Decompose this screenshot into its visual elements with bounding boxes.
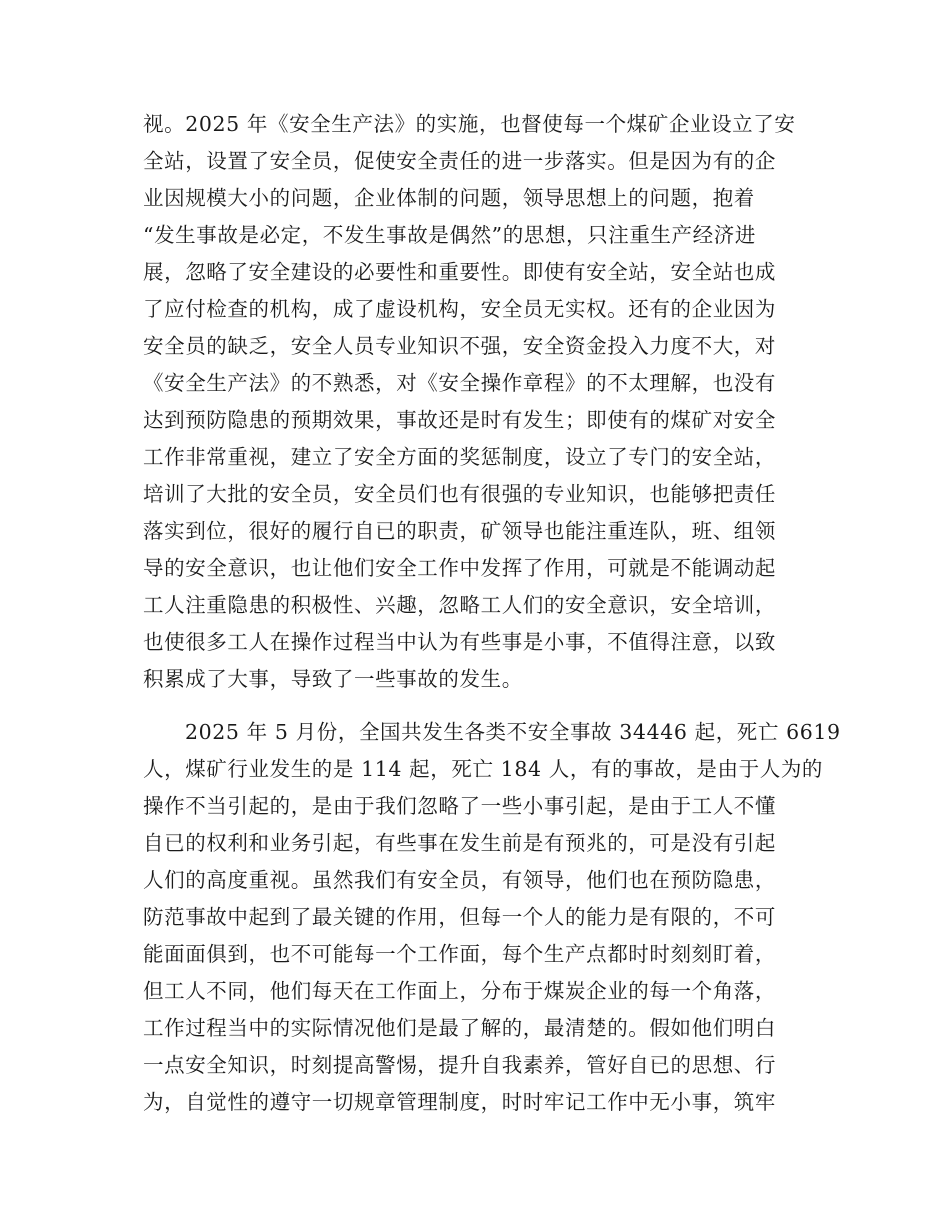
text-line: 操作不当引起的，是由于我们忽略了一些小事引起，是由于工人不懂 xyxy=(143,794,776,818)
text-line: 《安全生产法》的不熟悉，对《安全操作章程》的不太理解，也没有 xyxy=(143,371,776,395)
text-line: 一点安全知识，时刻提高警惕，提升自我素养，管好自已的思想、行 xyxy=(143,1053,776,1077)
text-line: 培训了大批的安全员，安全员们也有很强的专业知识，也能够把责任 xyxy=(143,482,776,506)
text-line: 达到预防隐患的预期效果，事故还是时有发生；即使有的煤矿对安全 xyxy=(143,408,776,432)
text-line: 自已的权利和业务引起，有些事在发生前是有预兆的，可是没有引起 xyxy=(143,831,776,855)
text-line: 业因规模大小的问题，企业体制的问题，领导思想上的问题，抱着 xyxy=(143,186,755,210)
text-line-first-indented: 2025 年 5 月份，全国共发生各类不安全事故 34446 起，死亡 6619 xyxy=(185,720,841,744)
text-line: 人们的高度重视。虽然我们有安全员，有领导，他们也在预防隐患， xyxy=(143,868,776,892)
text-line: 防范事故中起到了最关键的作用，但每一个人的能力是有限的，不可 xyxy=(143,905,776,929)
text-line: 也使很多工人在操作过程当中认为有些事是小事，不值得注意，以致 xyxy=(143,630,776,654)
text-line: 展，忽略了安全建设的必要性和重要性。即使有安全站，安全站也成 xyxy=(143,260,776,284)
text-line: 了应付检查的机构，成了虚设机构，安全员无实权。还有的企业因为 xyxy=(143,297,776,321)
paragraph-gap xyxy=(143,698,803,714)
text-line: 导的安全意识，也让他们安全工作中发挥了作用，可就是不能调动起 xyxy=(143,556,776,580)
text-line: 人，煤矿行业发生的是 114 起，死亡 184 人，有的事故，是由于人为的 xyxy=(143,757,824,781)
text-line: 工作非常重视，建立了安全方面的奖惩制度，设立了专门的安全站， xyxy=(143,445,776,469)
text-line: 能面面俱到，也不可能每一个工作面，每个生产点都时时刻刻盯着， xyxy=(143,942,776,966)
text-line: 工作过程当中的实际情况他们是最了解的，最清楚的。假如他们明白 xyxy=(143,1016,776,1040)
text-line: 积累成了大事，导致了一些事故的发生。 xyxy=(143,667,523,691)
text-line: 为，自觉性的遵守一切规章管理制度，时时牢记工作中无小事，筑牢 xyxy=(143,1090,776,1114)
text-line: 落实到位，很好的履行自已的职责，矿领导也能注重连队，班、组领 xyxy=(143,519,776,543)
text-line: “发生事故是必定，不发生事故是偶然”的思想，只注重生产经济进 xyxy=(143,223,756,247)
paragraph-1 xyxy=(143,106,803,698)
paragraph-2 xyxy=(143,714,841,1121)
text-line: 全站，设置了安全员，促使安全责任的进一步落实。但是因为有的企 xyxy=(143,149,776,173)
text-line: 但工人不同，他们每天在工作面上，分布于煤炭企业的每一个角落， xyxy=(143,979,776,1003)
document-body xyxy=(143,106,841,1121)
text-line: 安全员的缺乏，安全人员专业知识不强，安全资金投入力度不大，对 xyxy=(143,334,776,358)
text-line: 工人注重隐患的积极性、兴趣，忽略工人们的安全意识，安全培训， xyxy=(143,593,776,617)
text-line: 视。2025 年《安全生产法》的实施，也督使每一个煤矿企业设立了安 xyxy=(143,112,796,136)
